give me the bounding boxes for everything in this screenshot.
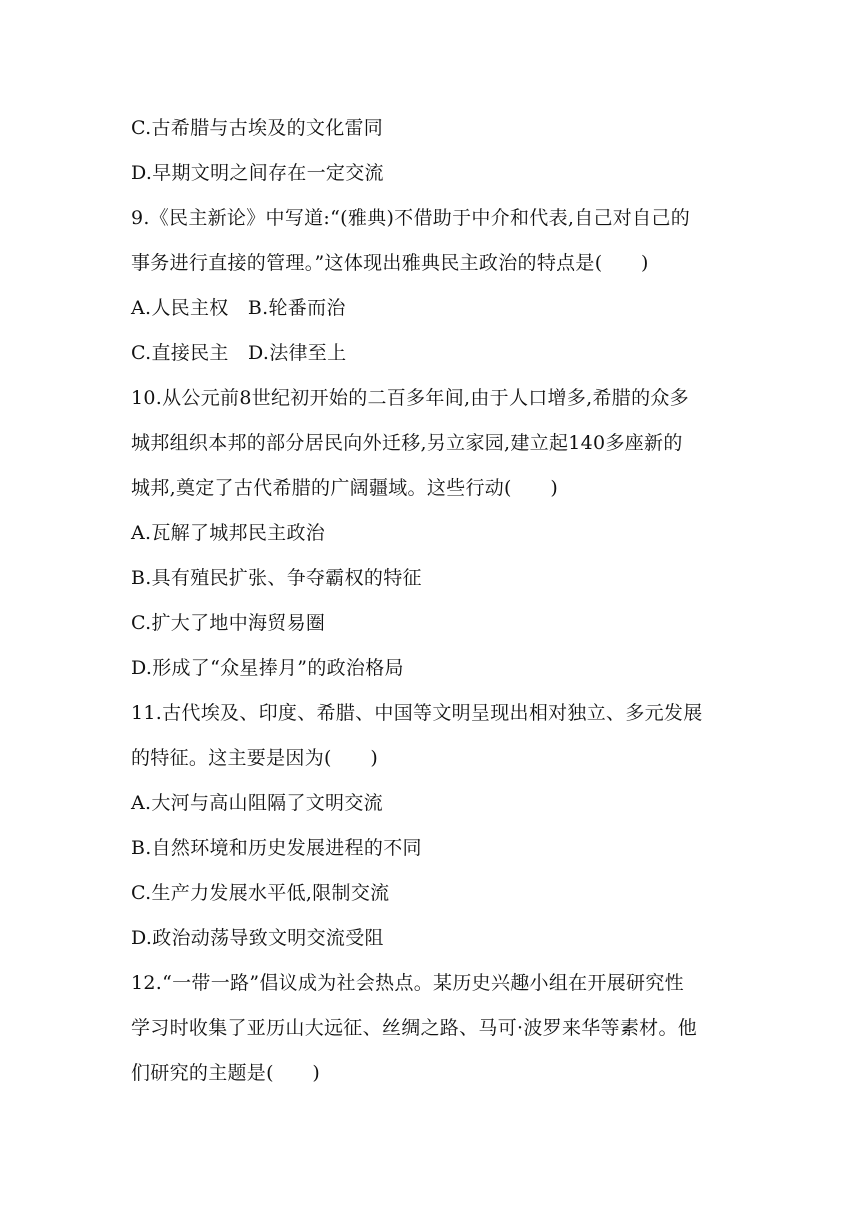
question-12-line-1: 12.“一带一路”倡议成为社会热点。某历史兴趣小组在开展研究性: [131, 972, 684, 994]
question-10-option-b: B.具有殖民扩张、争夺霸权的特征: [131, 567, 422, 589]
question-11-line-1: 11.古代埃及、印度、希腊、中国等文明呈现出相对独立、多元发展: [131, 702, 703, 724]
question-9-options-ab: A.人民主权 B.轮番而治: [131, 297, 346, 319]
question-9-line-1: 9.《民主新论》中写道:“(雅典)不借助于中介和代表,自己对自己的: [131, 207, 691, 229]
question-10-line-3: 城邦,奠定了古代希腊的广阔疆域。这些行动( ): [131, 477, 559, 499]
question-9-line-2: 事务进行直接的管理。”这体现出雅典民主政治的特点是( ): [131, 252, 649, 274]
question-10-line-2: 城邦组织本邦的部分居民向外迁移,另立家园,建立起140多座新的: [131, 432, 683, 454]
question-11-option-a: A.大河与高山阻隔了文明交流: [131, 792, 383, 814]
question-11-option-d: D.政治动荡导致文明交流受阻: [131, 927, 384, 949]
question-9-options-cd: C.直接民主 D.法律至上: [131, 342, 347, 364]
question-11-option-c: C.生产力发展水平低,限制交流: [131, 882, 390, 904]
question-10-line-1: 10.从公元前8世纪初开始的二百多年间,由于人口增多,希腊的众多: [131, 387, 689, 409]
question-10-option-a: A.瓦解了城邦民主政治: [131, 522, 326, 544]
question-11-line-2: 的特征。这主要是因为( ): [131, 747, 379, 769]
question-12-line-3: 们研究的主题是( ): [131, 1062, 321, 1084]
option-d-q8: D.早期文明之间存在一定交流: [131, 162, 384, 184]
question-10-option-c: C.扩大了地中海贸易圈: [131, 612, 326, 634]
option-c-q8: C.古希腊与古埃及的文化雷同: [131, 117, 384, 139]
question-12-line-2: 学习时收集了亚历山大远征、丝绸之路、马可·波罗来华等素材。他: [131, 1017, 698, 1039]
question-10-option-d: D.形成了“众星捧月”的政治格局: [131, 657, 404, 679]
question-11-option-b: B.自然环境和历史发展进程的不同: [131, 837, 422, 859]
